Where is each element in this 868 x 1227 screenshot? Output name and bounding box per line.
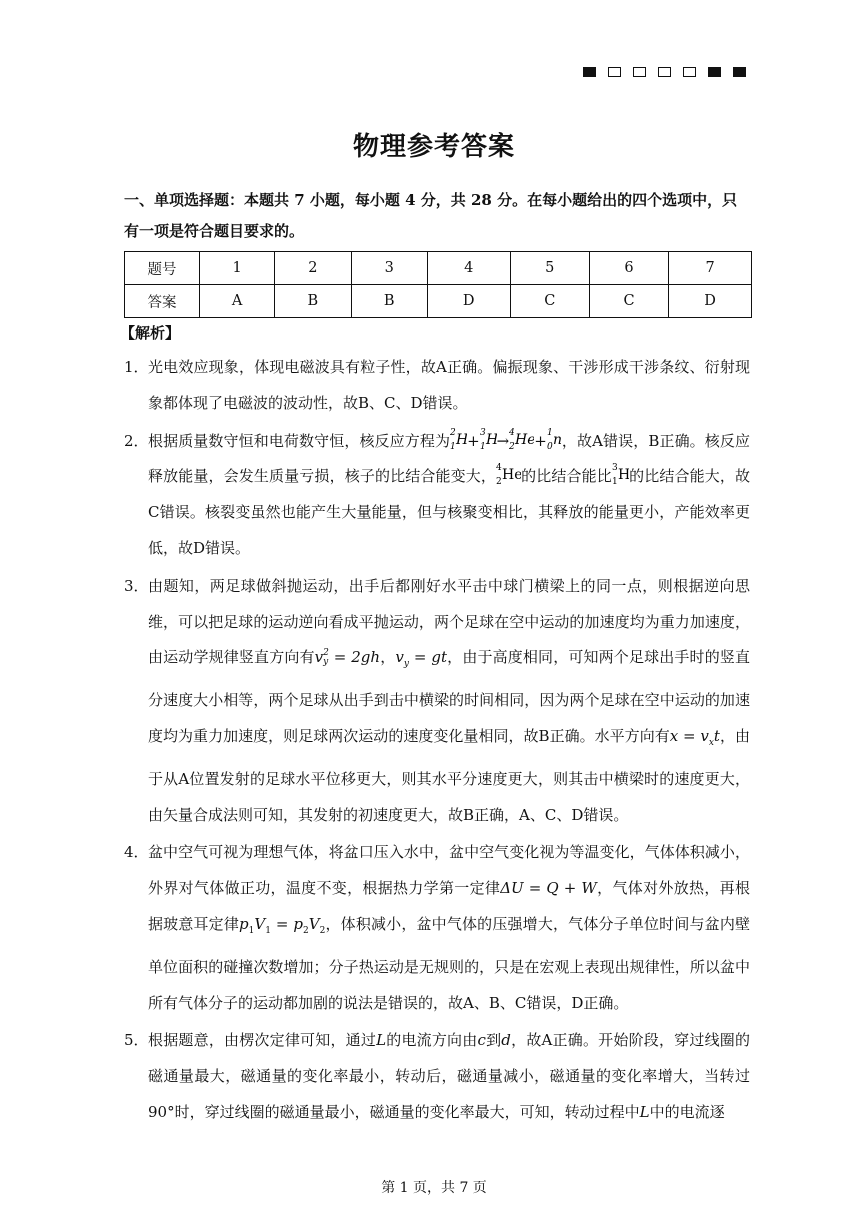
atomic-number: 2 xyxy=(496,477,502,488)
text-segment: ，气体对外放热，再根据玻意耳定律 xyxy=(148,879,750,933)
atomic-number: 0 xyxy=(546,441,553,452)
item-text xyxy=(148,1023,750,1130)
table-cell: D xyxy=(427,285,510,318)
nuclide-tritium xyxy=(480,427,497,453)
formula-rhs: = 2gh xyxy=(328,648,381,667)
table-cell: 2 xyxy=(275,252,351,285)
marker-square xyxy=(583,67,596,77)
angle-value: 90° xyxy=(148,1102,175,1121)
plus-sign: + xyxy=(467,431,480,450)
table-header-cell: 题号 xyxy=(125,252,200,285)
formula-var: x = v xyxy=(669,726,709,745)
text-segment: ，由于从A位置发射的足球水平位移更大，则其水平分速度更大，则其击中横梁时的速度更大，由矢量合成法则可知，其发射的初速度更大，故B正确，A、C、D错误。 xyxy=(148,726,750,824)
element-symbol: H xyxy=(485,431,497,448)
table-cell: C xyxy=(589,285,668,318)
symbol-L: L xyxy=(639,1102,650,1121)
formula-var: t xyxy=(713,726,720,745)
page-markers xyxy=(583,67,746,77)
item-text: 光电效应现象，体现电磁波具有粒子性，故A正确。偏振现象、干涉形成干涉条纹、衍射现象都体现了电磁波的波动性，故B、C、D错误。 xyxy=(148,358,750,412)
subscript: 2 xyxy=(319,925,326,936)
element-symbol: H xyxy=(617,467,629,484)
marker-square xyxy=(733,67,746,77)
equals-sign: = xyxy=(270,914,294,933)
list-item xyxy=(124,835,750,1021)
table-cell: D xyxy=(669,285,752,318)
table-cell: B xyxy=(275,285,351,318)
subscript: y xyxy=(323,657,329,668)
item-number: 2． xyxy=(124,431,149,450)
atomic-number: 1 xyxy=(450,441,456,452)
element-symbol: n xyxy=(552,431,562,448)
formula-vy xyxy=(395,648,448,670)
plus-sign: + xyxy=(534,431,547,450)
table-cell: 3 xyxy=(351,252,427,285)
page-footer: 第 1 页，共 7 页 xyxy=(381,1180,487,1196)
nuclide-helium xyxy=(496,462,521,488)
marker-square xyxy=(633,67,646,77)
subscript: 1 xyxy=(248,925,255,936)
text-segment: ， xyxy=(380,648,396,667)
text-segment: ，故A正确。开始阶段，穿过线圈的磁通量最大，磁通量的变化率最小，转动后，磁通量减小，磁通量的变化率增大，当转过 xyxy=(148,1031,750,1086)
subscript: 2 xyxy=(303,925,309,936)
mass-number: 1 xyxy=(546,427,553,438)
formula-var: V xyxy=(308,914,320,933)
formula-first-law: ΔU = Q + W xyxy=(500,879,597,898)
item-number: 3． xyxy=(124,576,149,595)
superscript: 2 xyxy=(323,648,329,659)
answer-table xyxy=(124,251,752,318)
text-segment: 中的电流逐 xyxy=(649,1102,725,1121)
element-symbol: H xyxy=(456,431,468,448)
text-segment: 的比结合能比 xyxy=(521,467,612,486)
table-cell: 1 xyxy=(200,252,275,285)
text-segment: 到 xyxy=(485,1031,502,1050)
analysis-list xyxy=(124,350,750,1133)
nuclide-deuterium xyxy=(450,427,467,453)
formula-var: v xyxy=(395,648,404,667)
page-title: 物理参考答案 xyxy=(352,132,515,162)
symbol-L: L xyxy=(376,1031,387,1050)
text-segment: 根据质量数守恒和电荷数守恒，核反应方程为 xyxy=(148,431,451,450)
atomic-number: 1 xyxy=(479,441,486,452)
item-number: 5． xyxy=(124,1031,149,1050)
table-cell: A xyxy=(200,285,275,318)
symbol-c: c xyxy=(477,1031,486,1050)
mass-number: 4 xyxy=(509,427,515,438)
text-segment: 的电流方向由 xyxy=(386,1031,478,1050)
mass-number: 3 xyxy=(479,427,486,438)
formula-boyle xyxy=(239,914,326,936)
table-header-cell: 答案 xyxy=(125,285,200,318)
formula-rhs: = gt xyxy=(408,648,448,667)
table-cell: 5 xyxy=(510,252,589,285)
mass-number: 2 xyxy=(450,427,456,438)
item-number: 4． xyxy=(124,843,149,862)
analysis-label: 【解析】 xyxy=(120,324,181,342)
list-item xyxy=(124,350,750,422)
text-segment: 的比结合能大，故C错误。核裂变虽然也能产生大量能量，但与核聚变相比，其释放的能量更小，产能效率更低，故D错误。 xyxy=(148,467,750,557)
text-segment: ，故A错误，B正确。核反应释放能量，会发生质量亏损，核子的比结合能变大， xyxy=(148,431,750,486)
text-segment: 时，穿过线圈的磁通量最小，磁通量的变化率最大，可知，转动过程中 xyxy=(174,1102,640,1121)
list-item xyxy=(124,1023,750,1130)
table-cell: C xyxy=(510,285,589,318)
atomic-number: 2 xyxy=(509,441,515,452)
symbol-d: d xyxy=(501,1031,511,1050)
table-cell: 7 xyxy=(669,252,752,285)
atomic-number: 1 xyxy=(611,477,618,488)
arrow-sign: → xyxy=(496,431,510,450)
list-item xyxy=(124,424,750,567)
item-text xyxy=(148,835,750,1021)
element-symbol: He xyxy=(502,467,522,484)
text-segment: 由题知，两足球做斜抛运动，出手后都刚好水平击中球门横梁上的同一点，则根据逆向思维，可以把足球的运动逆向看成平抛运动，两个足球在空中运动的加速度均为重力加速度，由运动学规律竖直方向有 xyxy=(148,576,750,667)
text-segment: ，由于高度相同，可知两个足球出手时的竖直分速度大小相等，两个足球从出手到击中横梁的时间相同，因为两个足球在空中运动的加速度均为重力加速度，则足球两次运动的速度变化量相同，故B正确。水平方向有 xyxy=(148,648,750,745)
table-row xyxy=(125,252,752,285)
table-cell: B xyxy=(351,285,427,318)
item-text xyxy=(148,569,750,834)
nuclide-neutron xyxy=(547,427,562,453)
table-row xyxy=(125,285,752,318)
table-cell: 4 xyxy=(427,252,510,285)
formula-var: V xyxy=(254,914,266,933)
marker-square xyxy=(658,67,671,77)
text-segment: 盆中空气可视为理想气体，将盆口压入水中，盆中空气变化视为等温变化，气体体积减小，外界对气体做正功，温度不变，根据热力学第一定律 xyxy=(148,843,750,898)
marker-square xyxy=(683,67,696,77)
subscript: x xyxy=(708,737,714,748)
text-segment: 根据题意，由楞次定律可知，通过 xyxy=(148,1031,377,1050)
list-item xyxy=(124,569,750,834)
item-text xyxy=(148,424,750,567)
section-heading: 一、单项选择题：本题共 7 小题，每小题 4 分，共 28 分。在每小题给出的四个选项中，只有一项是符合题目要求的。 xyxy=(124,191,738,240)
text-segment: ，体积减小，盆中气体的压强增大，气体分子单位时间与盆内壁单位面积的碰撞次数增加；分子热运动是无规则的，只是在宏观上表现出规律性，所以盆中所有气体分子的运动都加剧的说法是错误的，故A、B、C错误，D正确。 xyxy=(148,914,750,1012)
marker-square xyxy=(708,67,721,77)
marker-square xyxy=(608,67,621,77)
table-cell: 6 xyxy=(589,252,668,285)
mass-number: 3 xyxy=(611,463,618,474)
formula-x xyxy=(669,726,720,748)
mass-number: 4 xyxy=(496,463,502,474)
formula-vy-squared xyxy=(315,648,380,666)
nuclide-helium xyxy=(509,427,534,453)
formula-var: p xyxy=(239,914,249,933)
formula-var: p xyxy=(293,914,303,933)
nuclide-tritium xyxy=(612,462,629,488)
element-symbol: He xyxy=(515,431,535,448)
subscript: y xyxy=(403,659,409,670)
formula-var: v xyxy=(314,648,324,667)
nuclear-equation xyxy=(450,427,562,452)
subscript: 1 xyxy=(265,925,271,936)
item-number: 1． xyxy=(124,358,149,376)
